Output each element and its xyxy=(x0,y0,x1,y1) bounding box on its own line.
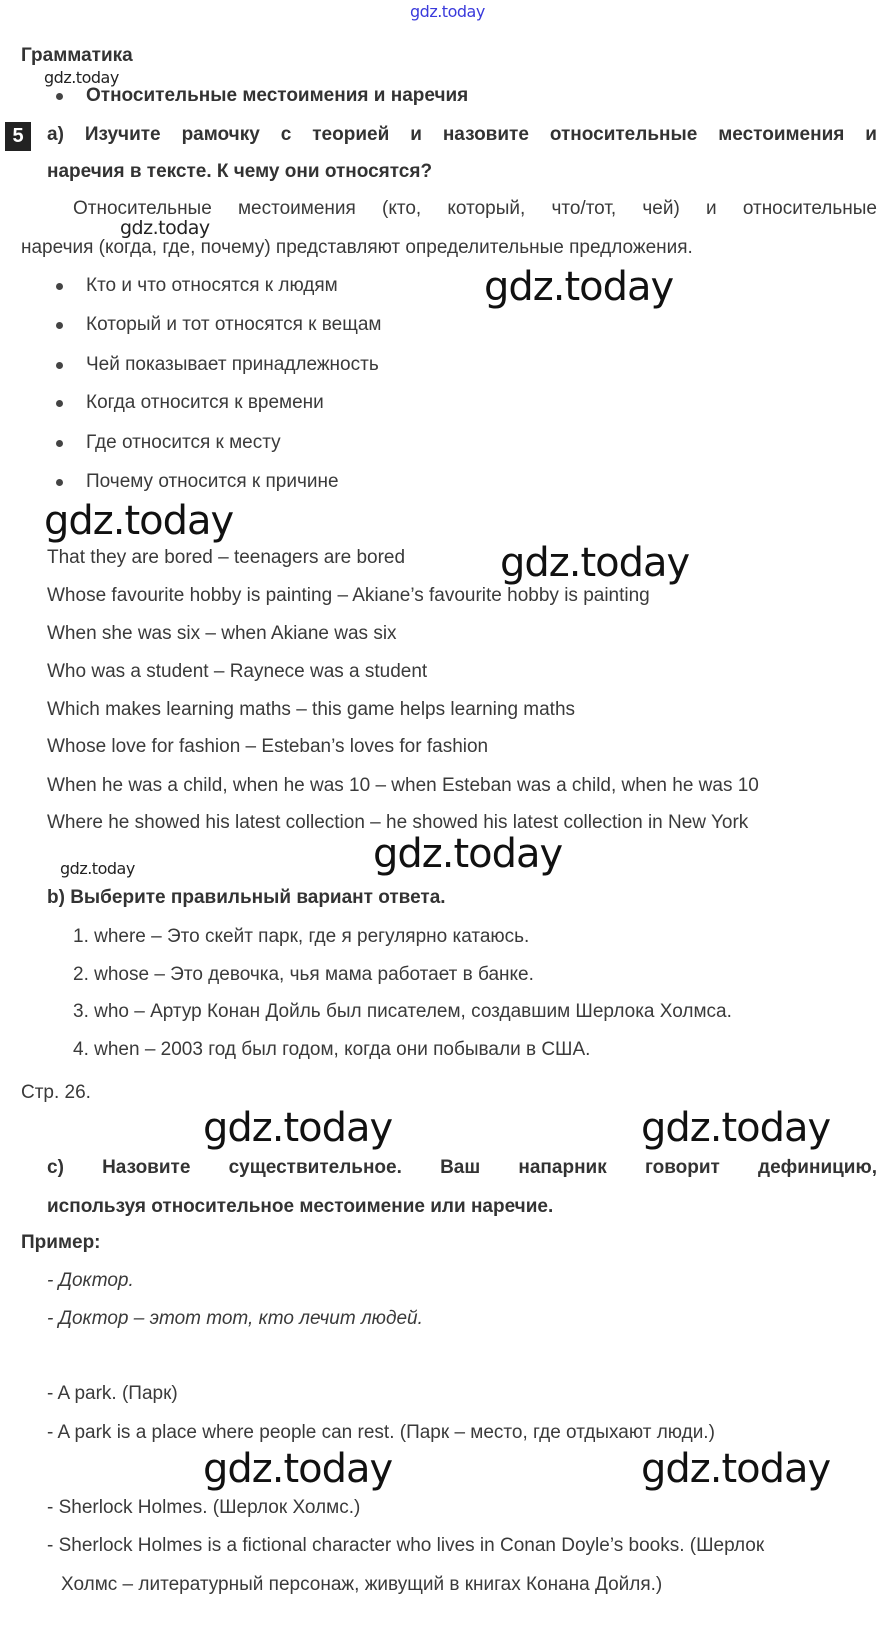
answer-line: Where he showed his latest collection – he showed his latest collection in New York xyxy=(47,812,749,833)
watermark: gdz.today xyxy=(373,831,563,877)
answer-line: - Sherlock Holmes. (Шерлок Холмс.) xyxy=(47,1497,361,1518)
answer-line: 1. where – Это скейт парк, где я регулярно катаюсь. xyxy=(73,926,530,947)
bullet-icon xyxy=(56,479,63,486)
list-item: Где относится к месту xyxy=(86,432,281,453)
answer-line: 2. whose – Это девочка, чья мама работает в банке. xyxy=(73,964,534,985)
example-line: - Доктор – этот тот, кто лечит людей. xyxy=(47,1308,423,1329)
bullet-icon xyxy=(56,440,63,447)
answer-line: When she was six – when Akiane was six xyxy=(47,623,397,644)
answer-line: 4. when – 2003 год был годом, когда они побывали в США. xyxy=(73,1039,591,1060)
answer-line: Who was a student – Raynece was a student xyxy=(47,661,428,682)
answer-line: - Sherlock Holmes is a fictional character who lives in Conan Doyle’s books. (Шерлок xyxy=(47,1535,765,1556)
watermark: gdz.today xyxy=(410,2,485,21)
watermark: gdz.today xyxy=(484,264,674,310)
task-a-line: наречия в тексте. К чему они относятся? xyxy=(47,161,433,182)
answer-line: When he was a child, when he was 10 – when Esteban was a child, when he was 10 xyxy=(47,775,759,796)
bullet-icon xyxy=(56,283,63,290)
watermark: gdz.today xyxy=(641,1105,831,1151)
watermark: gdz.today xyxy=(44,68,119,87)
section-title: Грамматика xyxy=(21,45,133,66)
example-line: - Доктор. xyxy=(47,1270,134,1291)
watermark: gdz.today xyxy=(120,217,210,239)
answer-line: That they are bored – teenagers are bored xyxy=(47,547,406,568)
watermark: gdz.today xyxy=(203,1105,393,1151)
bullet-icon xyxy=(56,400,63,407)
list-item: Почему относится к причине xyxy=(86,471,339,492)
watermark: gdz.today xyxy=(641,1446,831,1492)
answer-line: - A park is a place where people can rest. (Парк – место, где отдыхают люди.) xyxy=(47,1422,715,1443)
watermark: gdz.today xyxy=(203,1446,393,1492)
answer-line: Холмс – литературный персонаж, живущий в книгах Конана Дойля.) xyxy=(61,1574,663,1595)
watermark: gdz.today xyxy=(500,540,690,586)
watermark: gdz.today xyxy=(44,498,234,544)
answer-line: 3. who – Артур Конан Дойль был писателем, создавшим Шерлока Холмса. xyxy=(73,1001,732,1022)
list-item: Когда относится к времени xyxy=(86,392,324,413)
watermark: gdz.today xyxy=(60,859,135,878)
task-c-line: с) Назовите существительное. Ваш напарник говорит дефиницию, xyxy=(47,1157,877,1178)
bullet-icon xyxy=(56,362,63,369)
intro-line: наречия (когда, где, почему) представляют определительные предложения. xyxy=(21,237,693,258)
topic-title: Относительные местоимения и наречия xyxy=(86,85,469,106)
answer-line: - A park. (Парк) xyxy=(47,1383,178,1404)
exercise-number: 5 xyxy=(5,122,31,151)
task-c-line: используя относительное местоимение или наречие. xyxy=(47,1196,554,1217)
task-a-line: а) Изучите рамочку с теорией и назовите относительные местоимения и xyxy=(47,124,877,145)
list-item: Который и тот относятся к вещам xyxy=(86,314,382,335)
intro-line: Относительные местоимения (кто, который, что/тот, чей) и относительные xyxy=(73,198,877,219)
list-item: Кто и что относятся к людям xyxy=(86,275,338,296)
bullet-icon xyxy=(56,322,63,329)
answer-line: Which makes learning maths – this game helps learning maths xyxy=(47,699,576,720)
page-reference: Стр. 26. xyxy=(21,1082,91,1103)
list-item: Чей показывает принадлежность xyxy=(86,354,379,375)
task-b: b) Выберите правильный вариант ответа. xyxy=(47,887,446,908)
answer-line: Whose love for fashion – Esteban’s loves for fashion xyxy=(47,736,489,757)
answer-line: Whose favourite hobby is painting – Akiane’s favourite hobby is painting xyxy=(47,585,650,606)
example-label: Пример: xyxy=(21,1232,101,1253)
bullet-icon xyxy=(56,93,63,100)
